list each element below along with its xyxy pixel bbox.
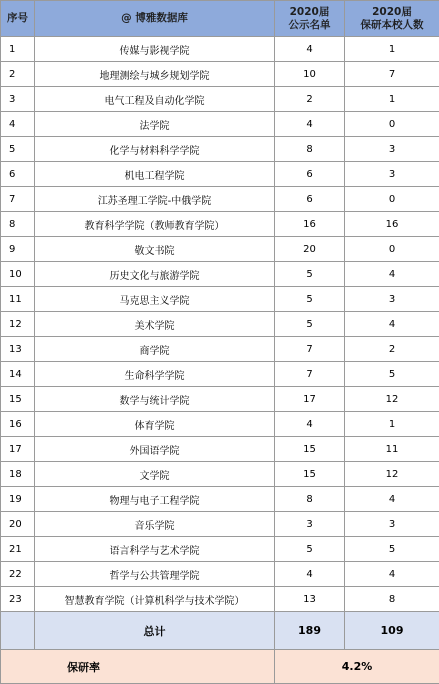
header-list-line2: 公示名单 [288, 18, 331, 31]
row-college: 江苏圣理工学院-中俄学院 [35, 187, 275, 212]
row-school-count: 16 [345, 212, 439, 237]
header-list-line1: 2020届 [289, 5, 330, 18]
row-school-count: 3 [345, 512, 439, 537]
header-college: @ 博雅数据库 [35, 1, 275, 37]
row-college: 智慧教育学院（计算机科学与技术学院） [35, 587, 275, 612]
row-school-count: 7 [345, 62, 439, 87]
row-list-count: 6 [275, 162, 345, 187]
row-index: 20 [1, 512, 35, 537]
table-row [1, 362, 439, 387]
row-list-count: 5 [275, 537, 345, 562]
table-row [1, 87, 439, 112]
table-row [1, 137, 439, 162]
row-college: 美术学院 [35, 312, 275, 337]
row-college: 音乐学院 [35, 512, 275, 537]
row-list-count: 15 [275, 437, 345, 462]
row-college: 数学与统计学院 [35, 387, 275, 412]
row-list-count: 5 [275, 312, 345, 337]
total-spacer [1, 612, 35, 650]
row-college: 教育科学学院（教师教育学院） [35, 212, 275, 237]
row-list-count: 4 [275, 37, 345, 62]
row-college: 敬文书院 [35, 237, 275, 262]
row-list-count: 5 [275, 287, 345, 312]
row-list-count: 6 [275, 187, 345, 212]
row-index: 7 [1, 187, 35, 212]
row-school-count: 4 [345, 262, 439, 287]
row-index: 23 [1, 587, 35, 612]
row-list-count: 2 [275, 87, 345, 112]
row-index: 5 [1, 137, 35, 162]
row-college: 语言科学与艺术学院 [35, 537, 275, 562]
row-college: 生命科学学院 [35, 362, 275, 387]
row-school-count: 4 [345, 562, 439, 587]
row-school-count: 8 [345, 587, 439, 612]
header-row [1, 1, 439, 37]
row-school-count: 4 [345, 312, 439, 337]
row-index: 11 [1, 287, 35, 312]
row-college: 体育学院 [35, 412, 275, 437]
table-row [1, 462, 439, 487]
table-row [1, 587, 439, 612]
row-list-count: 4 [275, 562, 345, 587]
row-college: 文学院 [35, 462, 275, 487]
row-index: 17 [1, 437, 35, 462]
row-college: 物理与电子工程学院 [35, 487, 275, 512]
row-index: 10 [1, 262, 35, 287]
row-college: 商学院 [35, 337, 275, 362]
row-college: 马克思主义学院 [35, 287, 275, 312]
table-row [1, 562, 439, 587]
row-index: 6 [1, 162, 35, 187]
row-list-count: 17 [275, 387, 345, 412]
table-row [1, 237, 439, 262]
table-row [1, 512, 439, 537]
table-row [1, 537, 439, 562]
row-college: 哲学与公共管理学院 [35, 562, 275, 587]
row-college: 化学与材料科学学院 [35, 137, 275, 162]
row-school-count: 5 [345, 537, 439, 562]
table-row [1, 387, 439, 412]
row-school-count: 1 [345, 412, 439, 437]
row-college: 法学院 [35, 112, 275, 137]
row-index: 22 [1, 562, 35, 587]
row-school-count: 3 [345, 137, 439, 162]
row-index: 14 [1, 362, 35, 387]
row-school-count: 2 [345, 337, 439, 362]
row-school-count: 1 [345, 37, 439, 62]
row-list-count: 5 [275, 262, 345, 287]
row-list-count: 3 [275, 512, 345, 537]
table-row [1, 62, 439, 87]
table-row [1, 487, 439, 512]
row-list-count: 15 [275, 462, 345, 487]
table-body [1, 37, 439, 612]
row-index: 13 [1, 337, 35, 362]
row-college: 机电工程学院 [35, 162, 275, 187]
row-school-count: 5 [345, 362, 439, 387]
row-list-count: 10 [275, 62, 345, 87]
row-list-count: 7 [275, 362, 345, 387]
row-index: 12 [1, 312, 35, 337]
row-list-count: 20 [275, 237, 345, 262]
table-row [1, 162, 439, 187]
row-school-count: 1 [345, 87, 439, 112]
table-row [1, 212, 439, 237]
row-index: 19 [1, 487, 35, 512]
row-college: 外国语学院 [35, 437, 275, 462]
row-school-count: 12 [345, 387, 439, 412]
row-index: 9 [1, 237, 35, 262]
rate-label: 保研率 [1, 650, 275, 684]
header-school-line2: 保研本校人数 [360, 18, 424, 31]
row-list-count: 4 [275, 412, 345, 437]
row-school-count: 11 [345, 437, 439, 462]
header-index: 序号 [1, 1, 35, 37]
row-college: 地理测绘与城乡规划学院 [35, 62, 275, 87]
row-college: 历史文化与旅游学院 [35, 262, 275, 287]
table-row [1, 287, 439, 312]
row-list-count: 8 [275, 487, 345, 512]
row-index: 16 [1, 412, 35, 437]
row-school-count: 0 [345, 187, 439, 212]
table-row [1, 187, 439, 212]
row-school-count: 0 [345, 112, 439, 137]
table-row [1, 437, 439, 462]
row-list-count: 13 [275, 587, 345, 612]
row-index: 3 [1, 87, 35, 112]
header-school-count [345, 1, 439, 37]
table-row [1, 37, 439, 62]
row-school-count: 4 [345, 487, 439, 512]
total-list-count: 189 [275, 612, 345, 650]
row-index: 2 [1, 62, 35, 87]
table-row [1, 112, 439, 137]
row-list-count: 8 [275, 137, 345, 162]
row-school-count: 0 [345, 237, 439, 262]
row-index: 8 [1, 212, 35, 237]
total-school-count: 109 [345, 612, 439, 650]
row-list-count: 4 [275, 112, 345, 137]
row-index: 1 [1, 37, 35, 62]
table-row [1, 412, 439, 437]
row-college: 电气工程及自动化学院 [35, 87, 275, 112]
table-row [1, 262, 439, 287]
row-index: 15 [1, 387, 35, 412]
row-index: 18 [1, 462, 35, 487]
rate-row [1, 650, 439, 684]
row-index: 4 [1, 112, 35, 137]
total-label: 总计 [35, 612, 275, 650]
row-index: 21 [1, 537, 35, 562]
row-school-count: 12 [345, 462, 439, 487]
row-list-count: 16 [275, 212, 345, 237]
header-list-count [275, 1, 345, 37]
row-college: 传媒与影视学院 [35, 37, 275, 62]
row-school-count: 3 [345, 162, 439, 187]
rate-value: 4.2% [275, 650, 439, 684]
row-list-count: 7 [275, 337, 345, 362]
row-school-count: 3 [345, 287, 439, 312]
table-row [1, 337, 439, 362]
total-row [1, 612, 439, 650]
header-school-line1: 2020届 [372, 5, 412, 18]
table-row [1, 312, 439, 337]
